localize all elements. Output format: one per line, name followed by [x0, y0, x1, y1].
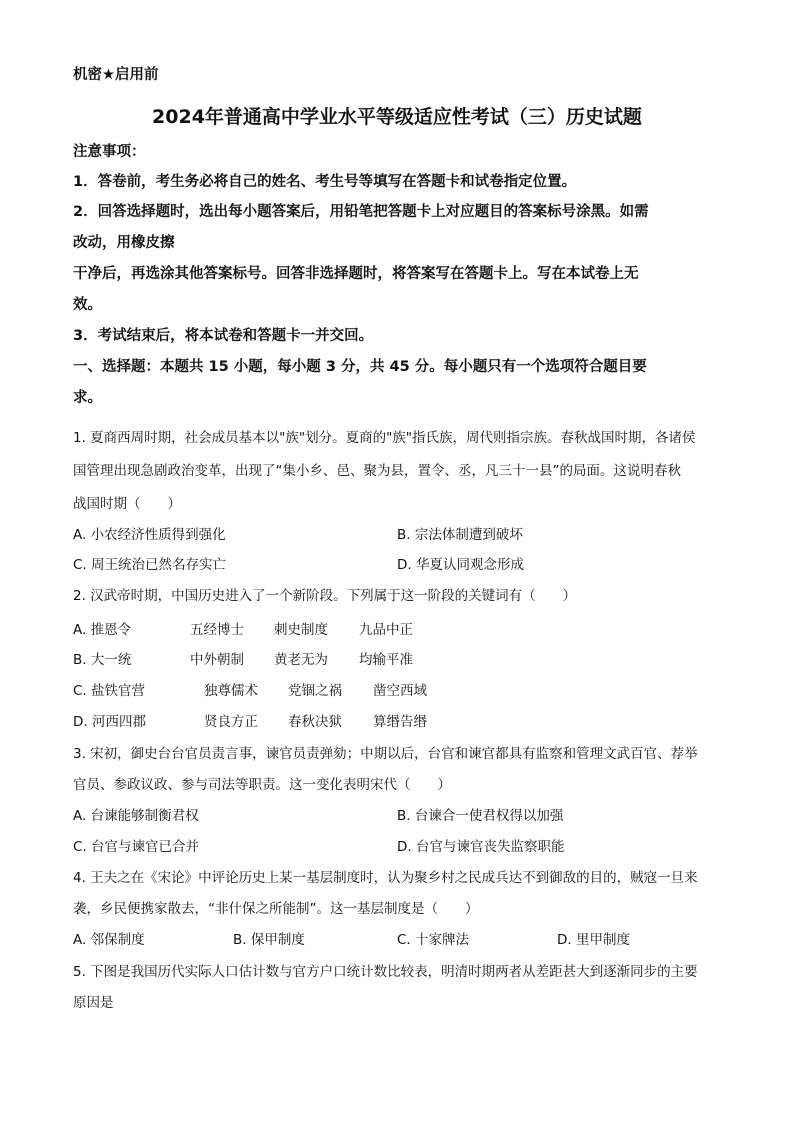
- exam-title: 2024年普通高中学业水平等级适应性考试（三）历史试题: [152, 106, 642, 128]
- q4-option-d: D. 里甲制度: [557, 932, 630, 948]
- q1-option-c: C. 周王统治已然名存实亡: [73, 557, 227, 573]
- q1-option-b: B. 宗法体制遭到破坏: [397, 527, 523, 543]
- q2-d-term-3: 春秋决狱: [288, 714, 342, 730]
- q3-stem-line-1: 3. 宋初，御史台台官员责言事，谏官员责弹劾；中期以后，台官和谏官都具有监察和管理文武百官、荐举: [73, 746, 698, 762]
- secret-mark: 机密★启用前: [73, 67, 159, 83]
- q2-c-term-3: 党锢之祸: [288, 683, 342, 699]
- q1-stem-line-2: 国管理出现急剧政治变革，出现了“集小乡、邑、聚为县，置令、丞，凡三十一县”的局面。这说明春秋: [73, 463, 681, 479]
- q4-option-c: C. 十家牌法: [397, 932, 470, 948]
- q5-stem-line-1: 5. 下图是我国历代实际人口估计数与官方户口统计数比较表，明清时期两者从差距甚大到逐渐同步的主要: [73, 964, 698, 980]
- q3-option-c: C. 台官与谏官已合并: [73, 839, 200, 855]
- q5-stem-line-2: 原因是: [73, 995, 114, 1011]
- q3-option-b: B. 台谏合一使君权得以加强: [397, 808, 564, 824]
- notes-heading: 注意事项：: [73, 144, 146, 160]
- q2-d-term-4: 算缗告缗: [373, 714, 427, 730]
- q1-option-a: A. 小农经济性质得到强化: [73, 527, 226, 543]
- q4-option-a: A. 邻保制度: [73, 932, 145, 948]
- note-2-line-3: 干净后，再选涂其他答案标号。回答非选择题时，将答案写在答题卡上。写在本试卷上无: [73, 266, 639, 282]
- q3-option-a: A. 台谏能够制衡君权: [73, 808, 199, 824]
- note-2-line-4: 效。: [73, 297, 102, 313]
- q2-b-term-2: 中外朝制: [190, 652, 244, 668]
- q4-stem-line-1: 4. 王夫之在《宋论》中评论历史上某一基层制度时，认为聚乡村之民成兵达不到御敌的目的，贼寇一旦来: [73, 870, 698, 886]
- q2-c-term-4: 凿空西域: [373, 683, 427, 699]
- note-2-line-2: 改动，用橡皮擦: [73, 235, 175, 251]
- q2-stem: 2. 汉武帝时期，中国历史进入了一个新阶段。下列属于这一阶段的关键词有（ ）: [73, 588, 577, 604]
- note-3: 3．考试结束后，将本试卷和答题卡一并交回。: [73, 328, 374, 344]
- section-1-heading-cont: 求。: [73, 390, 102, 406]
- q2-a-term-1: A. 推恩令: [73, 622, 132, 638]
- q2-c-term-2: 独尊儒术: [204, 683, 258, 699]
- q2-d-term-1: D. 河西四郡: [73, 714, 146, 730]
- q3-option-d: D. 台官与谏官丧失监察职能: [397, 839, 565, 855]
- q1-option-d: D. 华夏认同观念形成: [397, 557, 524, 573]
- note-2-line-1: 2．回答选择题时，选出每小题答案后，用铅笔把答题卡上对应题目的答案标号涂黑。如需: [73, 204, 649, 220]
- q2-a-term-4: 九品中正: [359, 622, 413, 638]
- q3-stem-line-2: 官员、参政议政、参与司法等职责。这一变化表明宋代（ ）: [73, 777, 451, 793]
- q2-b-term-4: 均输平准: [359, 652, 413, 668]
- q2-d-term-2: 贤良方正: [204, 714, 258, 730]
- q4-option-b: B. 保甲制度: [233, 932, 305, 948]
- q1-stem-line-1: 1. 夏商西周时期，社会成员基本以"族"划分。夏商的"族"指氏族，周代则指宗族。春秋战国时期，各诸侯: [73, 430, 696, 446]
- q4-stem-line-2: 袭，乡民便携家散去，“非什保之所能制”。这一基层制度是（ ）: [73, 901, 479, 917]
- q2-a-term-3: 刺史制度: [274, 622, 328, 638]
- q2-b-term-3: 黄老无为: [274, 652, 328, 668]
- section-1-heading: 一、选择题：本题共 15 小题，每小题 3 分，共 45 分。每小题只有一个选项符合题目要: [73, 359, 647, 375]
- q2-c-term-1: C. 盐铁官营: [73, 683, 146, 699]
- q2-a-term-2: 五经博士: [190, 622, 244, 638]
- q2-b-term-1: B. 大一统: [73, 652, 132, 668]
- q1-stem-line-3: 战国时期（ ）: [73, 496, 181, 512]
- note-1: 1．答卷前，考生务必将自己的姓名、考生号等填写在答题卡和试卷指定位置。: [73, 174, 577, 190]
